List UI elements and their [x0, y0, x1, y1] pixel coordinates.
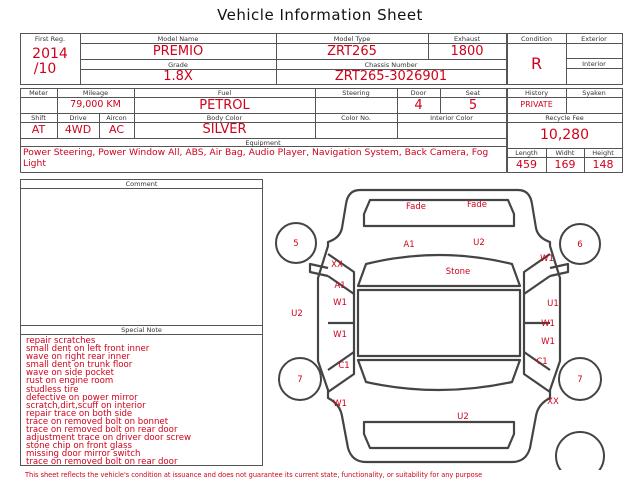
mark-w1-right2: W1	[541, 319, 555, 329]
special-note-item: stone chip on front glass	[26, 441, 132, 452]
interior-label: Interior	[582, 60, 606, 68]
interior-color-label: Interior Color	[430, 114, 473, 122]
special-note-item: trace on removed bolt on bonnet	[26, 416, 169, 427]
body-color-value: SILVER	[202, 122, 247, 137]
model-type-value: ZRT265	[327, 44, 377, 59]
shift-value: AT	[31, 123, 46, 136]
mark-u2-bottom: U2	[457, 412, 469, 422]
chassis-label: Chassis Number	[364, 61, 418, 69]
mark-c1-left: C1	[338, 361, 350, 371]
exhaust-value: 1800	[450, 44, 484, 59]
mark-w1-left3: W1	[333, 399, 347, 409]
mark-u2-left: U2	[291, 309, 303, 319]
height-label: Height	[592, 149, 614, 157]
mark-c1-right: C1	[536, 357, 548, 367]
chassis-value: ZRT265-3026901	[334, 69, 448, 84]
special-note-item: defective on power mirror	[26, 392, 138, 403]
mileage-label: Mileage	[82, 89, 109, 97]
steering-label: Steering	[342, 89, 370, 97]
special-note-label: Special Note	[121, 326, 162, 334]
car-damage-diagram	[268, 176, 622, 470]
width-value: 169	[554, 158, 576, 171]
recycle-fee-label: Recycle Fee	[545, 114, 584, 122]
mark-fade-right: Fade	[467, 200, 487, 210]
history-label: History	[524, 89, 549, 97]
exhaust-label: Exhaust	[453, 35, 481, 43]
first-reg-year: 2014	[32, 47, 68, 62]
length-label: Length	[515, 149, 538, 157]
mark-w1-right3: W1	[541, 337, 555, 347]
tire-fl-mark: 5	[293, 239, 299, 249]
door-value: 4	[414, 98, 423, 113]
mark-w1-left2: W1	[333, 330, 347, 340]
height-value: 148	[592, 158, 614, 171]
recycle-fee-value: 10,280	[540, 127, 589, 143]
syaken-label: Syaken	[582, 89, 606, 97]
special-note-item: trace on removed bolt on rear door	[26, 457, 178, 468]
special-note-item: wave on side pocket	[26, 368, 114, 379]
special-notes-list	[26, 337, 262, 467]
mark-u2-top: U2	[473, 238, 485, 248]
special-note-item: repair trace on both side	[26, 408, 133, 419]
special-note-item: adjustment trace on driver door screw	[26, 433, 192, 444]
footer-disclaimer: This sheet reflects the vehicle's condition at issuance and does not guarantee its current state, functionality, or suitability for any purpose	[25, 471, 483, 479]
sheet-title: Vehicle Information Sheet	[217, 6, 423, 24]
shift-label: Shift	[31, 114, 46, 122]
condition-label: Condition	[520, 35, 553, 43]
special-note-item: scratch,dirt,scuff on interior	[26, 400, 146, 411]
mark-u1-right: U1	[547, 299, 559, 309]
tire-rl-mark: 7	[297, 375, 303, 385]
mark-stone: Stone	[445, 267, 471, 277]
first-reg-month: /10	[33, 62, 57, 77]
aircon-label: Aircon	[106, 114, 127, 122]
equipment-value: Power Steering, Power Window All, ABS, Air Bag, Audio Player, Navigation System, Back Camera, Fog Light	[23, 147, 489, 169]
model-name-value: PREMIO	[152, 44, 204, 59]
length-value: 459	[516, 158, 537, 171]
mileage-value: 79,000 KM	[70, 99, 121, 110]
history-value: PRIVATE	[520, 100, 553, 109]
special-note-item: missing door mirror switch	[26, 449, 141, 460]
mark-xx-right: XX	[547, 397, 559, 407]
tire-rr-mark: 7	[577, 375, 583, 385]
seat-value: 5	[468, 98, 478, 113]
special-note-divider	[20, 334, 263, 335]
mark-xx-left: XX	[331, 260, 343, 270]
special-note-item: studless tire	[26, 384, 79, 395]
special-note-item: small dent on trunk floor	[26, 360, 133, 371]
mark-w1-left1: W1	[333, 298, 347, 308]
mark-w1-right-top: W1	[540, 254, 554, 264]
special-note-item: trace on removed bolt on rear door	[26, 425, 178, 436]
door-label: Door	[410, 89, 427, 97]
special-note-item: small dent on left front inner	[26, 344, 150, 355]
aircon-value: AC	[108, 123, 124, 136]
color-no-label: Color No.	[341, 114, 371, 122]
mark-a1-top: A1	[403, 240, 415, 250]
special-note-item: wave on right rear inner	[26, 352, 131, 363]
first-reg-label: First Reg.	[34, 35, 66, 43]
seat-label: Seat	[465, 89, 481, 97]
comment-label: Comment	[125, 180, 158, 188]
equipment-label: Equipment	[245, 139, 281, 147]
drive-label: Drive	[69, 114, 87, 122]
mark-fade-left: Fade	[406, 202, 426, 212]
model-type-label: Model Type	[333, 35, 371, 43]
grade-label: Grade	[168, 61, 188, 69]
fuel-label: Fuel	[217, 89, 232, 97]
comment-divider	[20, 188, 263, 189]
meter-label: Meter	[29, 89, 48, 97]
exterior-label: Exterior	[581, 35, 607, 43]
tire-fr-mark: 6	[577, 240, 583, 250]
grade-value: 1.8X	[163, 69, 193, 84]
body-color-label: Body Color	[206, 114, 243, 122]
model-name-label: Model Name	[157, 35, 199, 43]
spare-tire-icon	[556, 432, 604, 470]
drive-value: 4WD	[64, 123, 92, 136]
fuel-value: PETROL	[199, 98, 250, 113]
special-note-item: repair scratches	[26, 336, 96, 346]
condition-value: R	[530, 55, 543, 73]
width-label: Widht	[555, 149, 575, 157]
mark-a1-left: A1	[334, 281, 346, 291]
special-note-item: rust on engine room	[26, 376, 114, 387]
